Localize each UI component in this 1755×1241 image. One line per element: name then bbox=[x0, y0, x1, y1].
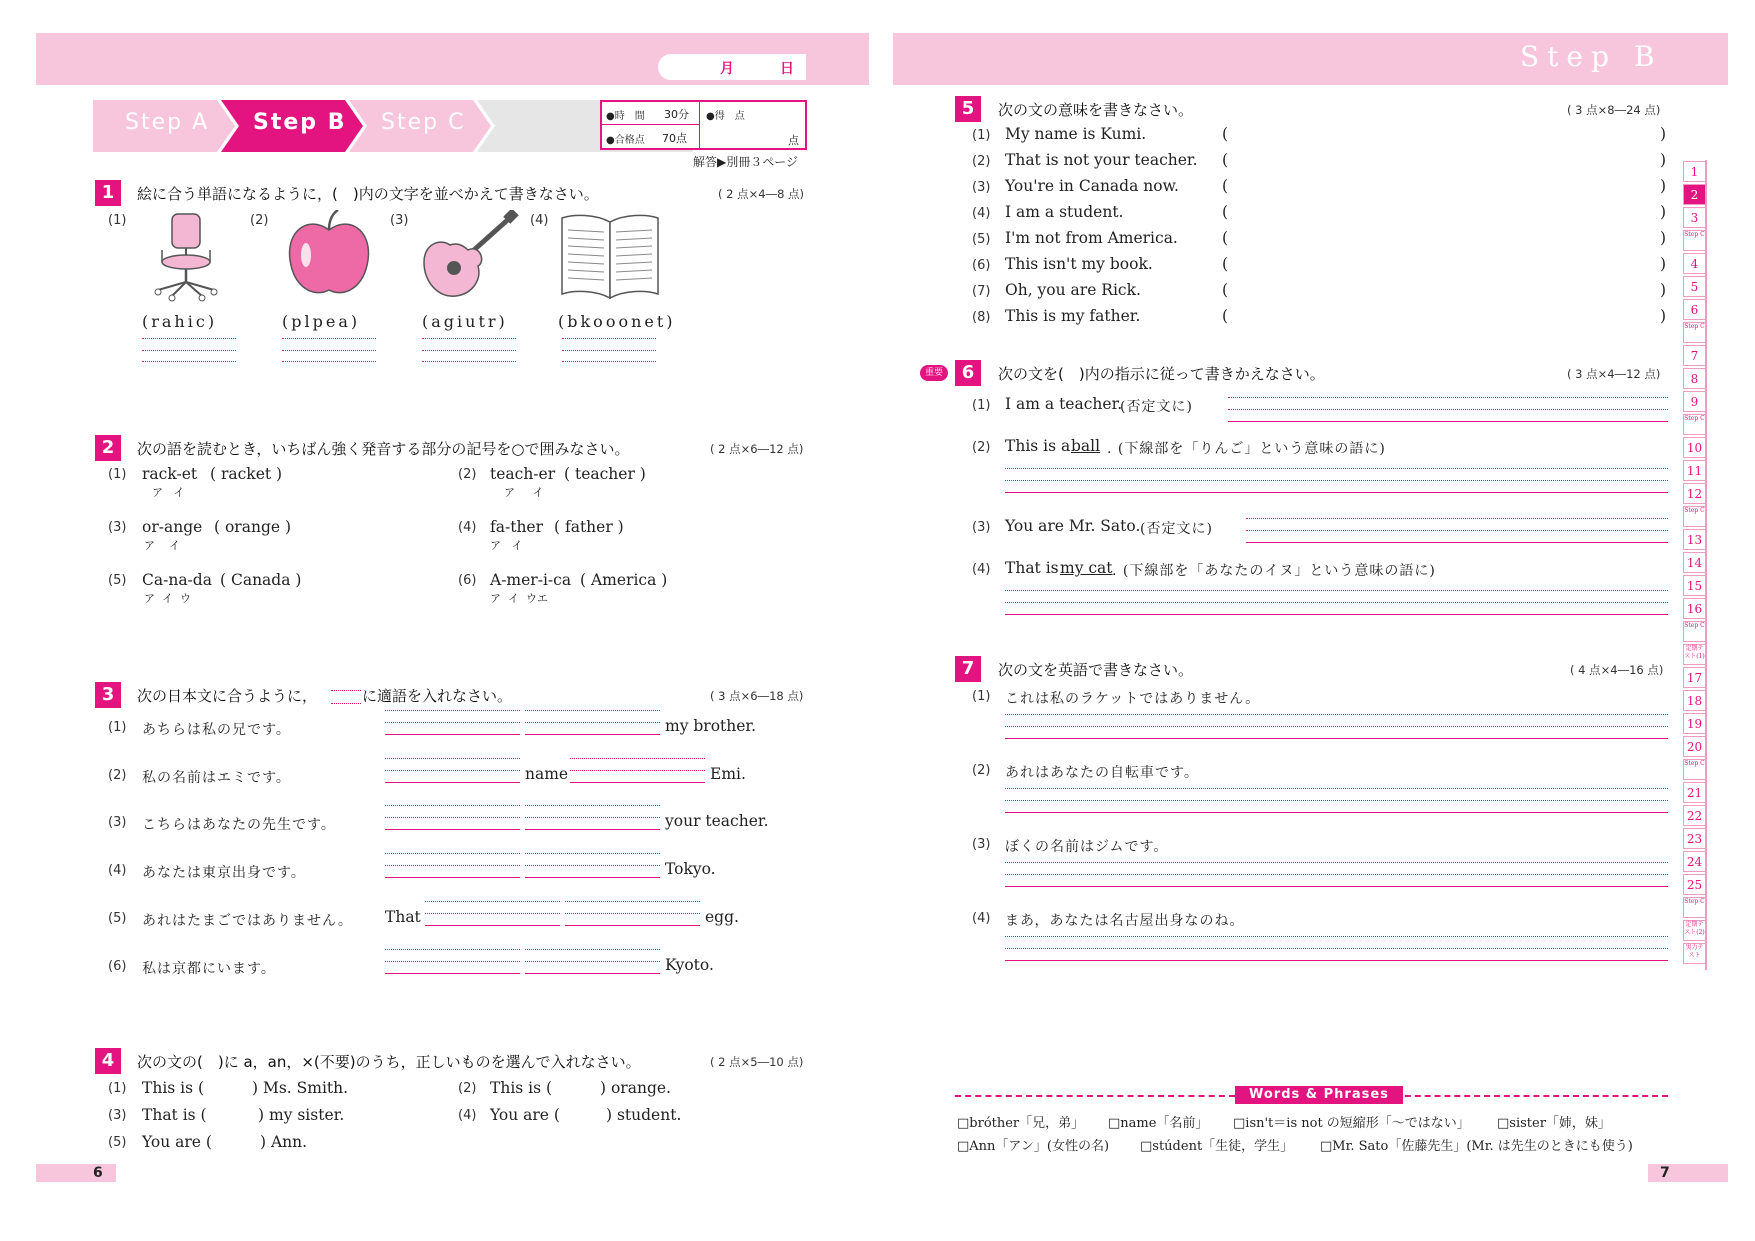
q5-item1-label: (1) bbox=[972, 128, 991, 143]
q3-item2-end: Emi. bbox=[710, 765, 746, 783]
q5-item3-open[interactable]: ( bbox=[1222, 177, 1229, 195]
q1-item2-letters: (plpea) bbox=[282, 312, 361, 331]
q3-item4-end: Tokyo. bbox=[665, 860, 716, 878]
step-a-tab[interactable]: Step A bbox=[125, 110, 210, 135]
sidebar-tab[interactable]: Step C bbox=[1683, 897, 1705, 918]
q5-item4-open[interactable]: ( bbox=[1222, 203, 1229, 221]
q3-item4-blank2[interactable] bbox=[525, 877, 660, 878]
words-divider-right bbox=[1395, 1095, 1668, 1097]
q4-item2-b: ) orange. bbox=[600, 1079, 671, 1097]
q5-item2-label: (2) bbox=[972, 154, 991, 169]
q4-item3-label: (3) bbox=[108, 1108, 127, 1123]
q4-item5-label: (5) bbox=[108, 1135, 127, 1150]
q2-item3-ruby[interactable]: ア イ bbox=[144, 539, 180, 552]
q2-item5-word[interactable]: Ca-na-da bbox=[142, 571, 212, 589]
pass-label: ●合格点 bbox=[606, 135, 645, 146]
q6-item2-text: This is a bbox=[1005, 437, 1071, 455]
q3-item1-end: my brother. bbox=[665, 717, 757, 735]
q1-item2-answer-line[interactable] bbox=[282, 338, 376, 339]
q2-item6-gloss: ( America ) bbox=[580, 571, 668, 589]
q7-item2-text: あれはあなたの自転車です。 bbox=[1005, 765, 1199, 781]
q1-item2-label: (2) bbox=[250, 213, 269, 228]
q3-item4-blank1[interactable] bbox=[385, 877, 520, 878]
q3-item6-label: (6) bbox=[108, 959, 127, 974]
q3-item5-end: egg. bbox=[705, 908, 739, 926]
sidebar-tab[interactable]: 23 bbox=[1683, 828, 1705, 849]
info-box bbox=[600, 100, 807, 150]
time-label: ●時 間 bbox=[606, 111, 645, 122]
sidebar-tab[interactable]: 定期テスト(1) bbox=[1683, 644, 1705, 665]
sidebar-tab[interactable]: 19 bbox=[1683, 713, 1705, 734]
q6-item4-text: That is bbox=[1005, 559, 1059, 577]
q4-item5-b: ) Ann. bbox=[260, 1133, 308, 1151]
q5-item5-open[interactable]: ( bbox=[1222, 229, 1229, 247]
q3-item3-end: your teacher. bbox=[665, 812, 769, 830]
sidebar-tab[interactable]: 6 bbox=[1683, 299, 1705, 320]
q1-item4-label: (4) bbox=[530, 213, 549, 228]
q5-number: 5 bbox=[955, 96, 981, 122]
q1-item4-answer-line[interactable] bbox=[562, 338, 656, 339]
header-step-label: Step B bbox=[1520, 40, 1663, 73]
sidebar-tab[interactable]: 14 bbox=[1683, 552, 1705, 573]
q3-item1-blank2[interactable] bbox=[525, 734, 660, 735]
q2-item3-label: (3) bbox=[108, 520, 127, 535]
word-isnt: □isn't＝is not の短縮形「～ではない」 bbox=[1233, 1116, 1470, 1131]
page-number-right: 7 bbox=[1660, 1165, 1670, 1181]
q2-title: 次の語を読むとき，いちばん強く発音する部分の記号を○で囲みなさい。 bbox=[137, 440, 630, 458]
q1-points: ( 2 点×4―8 点) bbox=[718, 187, 805, 201]
sidebar-tab[interactable]: Step C bbox=[1683, 759, 1705, 780]
q7-item1-answer-line[interactable] bbox=[1005, 738, 1668, 739]
q7-item3-answer-line[interactable] bbox=[1005, 886, 1668, 887]
word-name: □name「名前」 bbox=[1108, 1116, 1209, 1131]
q6-item4-answer-line[interactable] bbox=[1005, 614, 1668, 615]
q5-item2-text: That is not your teacher. bbox=[1005, 151, 1198, 169]
step-b-tab[interactable]: Step B bbox=[253, 110, 347, 135]
q2-item2-gloss: ( teacher ) bbox=[564, 465, 646, 483]
q2-item6-word[interactable]: A-mer-i-ca bbox=[490, 571, 572, 589]
sidebar-tab[interactable]: 13 bbox=[1683, 529, 1705, 550]
sidebar-tab[interactable]: 15 bbox=[1683, 575, 1705, 596]
q2-item3-word[interactable]: or-ange bbox=[142, 518, 203, 536]
q5-item8-open[interactable]: ( bbox=[1222, 307, 1229, 325]
q3-title-end: に適語を入れなさい。 bbox=[362, 687, 513, 705]
q3-item1-label: (1) bbox=[108, 720, 127, 735]
sidebar-tab[interactable]: 5 bbox=[1683, 276, 1705, 297]
q3-item5-blank1[interactable] bbox=[425, 925, 560, 926]
sidebar-border bbox=[1705, 160, 1707, 970]
q6-item3-text: You are Mr. Sato. bbox=[1005, 517, 1141, 535]
q4-item4-label: (4) bbox=[458, 1108, 477, 1123]
q7-item4-answer-line[interactable] bbox=[1005, 960, 1668, 961]
sidebar-tab[interactable]: 16 bbox=[1683, 598, 1705, 619]
q5-item6-close: ) bbox=[1660, 255, 1667, 273]
q2-points: ( 2 点×6―12 点) bbox=[710, 442, 804, 456]
q6-item1-answer-line[interactable] bbox=[1228, 421, 1668, 422]
sidebar-tab[interactable]: 1 bbox=[1683, 161, 1705, 182]
q5-item6-label: (6) bbox=[972, 258, 991, 273]
step-c-tab[interactable]: Step C bbox=[381, 110, 466, 135]
q6-item2-label: (2) bbox=[972, 440, 991, 455]
q3-item3-blank2[interactable] bbox=[525, 829, 660, 830]
q5-item3-close: ) bbox=[1660, 177, 1667, 195]
q4-item4-b: ) student. bbox=[606, 1106, 682, 1124]
sidebar-tab[interactable]: Step C bbox=[1683, 322, 1705, 343]
q5-item4-text: I am a student. bbox=[1005, 203, 1124, 221]
q3-item6-end: Kyoto. bbox=[665, 956, 714, 974]
q5-item3-label: (3) bbox=[972, 180, 991, 195]
word-mr-sato: □Mr. Sato「佐藤先生」(Mr. は先生のときにも使う) bbox=[1320, 1139, 1633, 1154]
sidebar-tab[interactable]: 25 bbox=[1683, 874, 1705, 895]
q2-item1-gloss: ( racket ) bbox=[210, 465, 283, 483]
q6-item3-label: (3) bbox=[972, 520, 991, 535]
words-divider-left bbox=[955, 1095, 1235, 1097]
notebook-icon bbox=[560, 210, 660, 302]
chair-icon bbox=[150, 210, 222, 302]
q3-item6-blank1[interactable] bbox=[385, 973, 520, 974]
q5-item2-close: ) bbox=[1660, 151, 1667, 169]
apple-icon bbox=[284, 210, 374, 300]
q3-item2-blank1[interactable] bbox=[385, 782, 520, 783]
q7-item1-text: これは私のラケットではありません。 bbox=[1005, 691, 1261, 707]
q2-item2-word[interactable]: teach-er bbox=[490, 465, 556, 483]
q5-item4-label: (4) bbox=[972, 206, 991, 221]
q2-item1-word[interactable]: rack-et bbox=[142, 465, 198, 483]
q3-item1-jp: あちらは私の兄です。 bbox=[142, 722, 291, 738]
sidebar-tab[interactable]: Step C bbox=[1683, 506, 1705, 527]
q2-item6-ruby[interactable]: ア イ ウエ bbox=[490, 592, 548, 605]
sidebar-tab[interactable]: 18 bbox=[1683, 690, 1705, 711]
q2-item6-label: (6) bbox=[458, 573, 477, 588]
q4-points: ( 2 点×5―10 点) bbox=[710, 1055, 804, 1069]
q6-item4-note: . (下線部を「あなたのイヌ」という意味の語に) bbox=[1112, 563, 1436, 579]
q3-item2-jp: 私の名前はエミです。 bbox=[142, 770, 291, 786]
q5-item3-text: You're in Canada now. bbox=[1005, 177, 1179, 195]
sidebar-tab[interactable]: 定期テスト(2) bbox=[1683, 920, 1705, 941]
sidebar-tab[interactable]: 24 bbox=[1683, 851, 1705, 872]
page-number-left: 6 bbox=[93, 1165, 103, 1181]
q4-title: 次の文の( )に a，an，×(不要)のうち，正しいものを選んで入れなさい。 bbox=[137, 1053, 641, 1071]
date-day-label: 日 bbox=[780, 61, 794, 77]
q5-item7-open[interactable]: ( bbox=[1222, 281, 1229, 299]
q1-title: 絵に合う単語になるように，( )内の文字を並べかえて書きなさい。 bbox=[137, 185, 599, 203]
sidebar-tab[interactable]: 7 bbox=[1683, 345, 1705, 366]
q4-item4-a: You are ( bbox=[490, 1106, 560, 1124]
q5-item1-text: My name is Kumi. bbox=[1005, 125, 1147, 143]
q5-item7-close: ) bbox=[1660, 281, 1667, 299]
q5-item6-text: This isn't my book. bbox=[1005, 255, 1153, 273]
q3-title-blank-mark bbox=[331, 690, 361, 704]
q5-item2-open[interactable]: ( bbox=[1222, 151, 1229, 169]
q5-item1-close: ) bbox=[1660, 125, 1667, 143]
q7-item1-label: (1) bbox=[972, 689, 991, 704]
q4-item1-a: This is ( bbox=[142, 1079, 205, 1097]
q5-points: ( 3 点×8―24 点) bbox=[1567, 103, 1661, 117]
q4-number: 4 bbox=[95, 1048, 121, 1074]
q2-item5-label: (5) bbox=[108, 573, 127, 588]
word-ann: □Ann「アン」(女性の名) bbox=[957, 1139, 1110, 1154]
q7-title: 次の文を英語で書きなさい。 bbox=[998, 661, 1194, 679]
word-brother: □bróther「兄，弟」 bbox=[957, 1116, 1085, 1131]
q3-item3-blank1[interactable] bbox=[385, 829, 520, 830]
q6-item4-label: (4) bbox=[972, 562, 991, 577]
q3-title: 次の日本文に合うように， bbox=[137, 687, 318, 705]
q3-item5-label: (5) bbox=[108, 911, 127, 926]
word-sister: □sister「姉，妹」 bbox=[1497, 1116, 1611, 1131]
sidebar-tab[interactable]: Step C bbox=[1683, 230, 1705, 251]
sidebar-tab[interactable]: 10 bbox=[1683, 437, 1705, 458]
q1-item1-answer-line[interactable] bbox=[142, 338, 236, 339]
q5-item8-text: This is my father. bbox=[1005, 307, 1141, 325]
q5-item5-label: (5) bbox=[972, 232, 991, 247]
q3-item2-mid: name bbox=[525, 765, 569, 783]
sidebar-tab[interactable]: Step C bbox=[1683, 414, 1705, 435]
q6-item1-label: (1) bbox=[972, 398, 991, 413]
q7-item4-text: まあ，あなたは名古屋出身なのね。 bbox=[1005, 913, 1245, 929]
q3-item5-pre: That bbox=[385, 908, 421, 926]
word-student: □stúdent「生徒，学生」 bbox=[1140, 1139, 1294, 1154]
q2-item1-label: (1) bbox=[108, 467, 127, 482]
sidebar-tab[interactable]: 21 bbox=[1683, 782, 1705, 803]
q3-item5-jp: あれはたまごではありません。 bbox=[142, 913, 353, 929]
sidebar-tab[interactable]: 8 bbox=[1683, 368, 1705, 389]
q2-item5-gloss: ( Canada ) bbox=[220, 571, 302, 589]
sidebar-tab[interactable]: 2 bbox=[1683, 184, 1705, 205]
q5-item4-close: ) bbox=[1660, 203, 1667, 221]
q7-number: 7 bbox=[955, 656, 981, 682]
q6-item4-underlined: my cat bbox=[1060, 559, 1113, 577]
q2-item3-gloss: ( orange ) bbox=[214, 518, 292, 536]
sidebar-tab[interactable]: 4 bbox=[1683, 253, 1705, 274]
sidebar-tab[interactable]: 20 bbox=[1683, 736, 1705, 757]
q6-item3-answer-line[interactable] bbox=[1246, 542, 1668, 543]
q5-item1-open[interactable]: ( bbox=[1222, 125, 1229, 143]
q5-item5-close: ) bbox=[1660, 229, 1667, 247]
q3-item6-jp: 私は京都にいます。 bbox=[142, 961, 276, 977]
left-footer-band bbox=[36, 1164, 116, 1182]
sidebar-tab[interactable]: 3 bbox=[1683, 207, 1705, 228]
q3-item1-blank1[interactable] bbox=[385, 734, 520, 735]
q3-item4-label: (4) bbox=[108, 863, 127, 878]
q5-item7-text: Oh, you are Rick. bbox=[1005, 281, 1141, 299]
q3-item3-jp: こちらはあなたの先生です。 bbox=[142, 817, 336, 833]
q2-item1-ruby[interactable]: ア イ bbox=[152, 486, 185, 499]
sidebar-tab[interactable]: 11 bbox=[1683, 460, 1705, 481]
q5-item7-label: (7) bbox=[972, 284, 991, 299]
q7-item3-text: ぼくの名前はジムです。 bbox=[1005, 839, 1169, 855]
q6-item1-text: I am a teacher. bbox=[1005, 395, 1123, 413]
q1-item3-answer-line[interactable] bbox=[422, 338, 516, 339]
q4-item1-b: ) Ms. Smith. bbox=[252, 1079, 349, 1097]
important-badge: 重要 bbox=[920, 365, 948, 381]
q5-item8-label: (8) bbox=[972, 310, 991, 325]
q2-item5-ruby[interactable]: ア イ ウ bbox=[144, 592, 191, 605]
q6-item1-note: (否定文に) bbox=[1120, 399, 1193, 415]
q6-item2-note: . (下線部を「りんご」という意味の語に) bbox=[1107, 441, 1386, 457]
q5-item5-text: I'm not from America. bbox=[1005, 229, 1178, 247]
q5-title: 次の文の意味を書きなさい。 bbox=[998, 101, 1194, 119]
score-label: ●得 点 bbox=[706, 111, 745, 122]
q5-item6-open[interactable]: ( bbox=[1222, 255, 1229, 273]
q3-item2-blank2[interactable] bbox=[570, 782, 705, 783]
q7-item3-label: (3) bbox=[972, 837, 991, 852]
q3-item6-blank2[interactable] bbox=[525, 973, 660, 974]
score-unit: 点 bbox=[788, 134, 799, 147]
q3-number: 3 bbox=[95, 682, 121, 708]
sidebar-tab[interactable]: 9 bbox=[1683, 391, 1705, 412]
q1-item4-letters: (bkooonet) bbox=[558, 312, 676, 331]
q6-points: ( 3 点×4―12 点) bbox=[1567, 367, 1661, 381]
q2-item4-word[interactable]: fa-ther bbox=[490, 518, 544, 536]
q1-item3-label: (3) bbox=[390, 213, 409, 228]
q2-item2-label: (2) bbox=[458, 467, 477, 482]
q6-item2-underlined: ball bbox=[1071, 437, 1101, 455]
q7-item4-label: (4) bbox=[972, 911, 991, 926]
q3-item3-label: (3) bbox=[108, 815, 127, 830]
sidebar-tab[interactable]: 実力テスト bbox=[1683, 943, 1705, 964]
sidebar-tab[interactable]: 12 bbox=[1683, 483, 1705, 504]
q6-item2-answer-line[interactable] bbox=[1005, 492, 1668, 493]
q1-number: 1 bbox=[95, 180, 121, 206]
q4-item2-label: (2) bbox=[458, 1081, 477, 1096]
q1-item1-label: (1) bbox=[108, 213, 127, 228]
words-title: Words & Phrases bbox=[1235, 1086, 1403, 1104]
guitar-icon bbox=[420, 210, 520, 302]
q4-item2-a: This is ( bbox=[490, 1079, 553, 1097]
q3-item5-blank2[interactable] bbox=[565, 925, 700, 926]
q4-item3-a: That is ( bbox=[142, 1106, 207, 1124]
q1-item1-letters: (rahic) bbox=[142, 312, 218, 331]
q2-item2-ruby[interactable]: ア イ bbox=[504, 486, 544, 499]
sidebar-tab[interactable]: 22 bbox=[1683, 805, 1705, 826]
q2-number: 2 bbox=[95, 435, 121, 461]
q7-item2-answer-line[interactable] bbox=[1005, 812, 1668, 813]
pass-value: 70点 bbox=[662, 132, 687, 145]
answer-reference: 解答▶別冊３ページ bbox=[693, 155, 798, 169]
q5-item8-close: ) bbox=[1660, 307, 1667, 325]
q3-points: ( 3 点×6―18 点) bbox=[710, 689, 804, 703]
q1-item3-letters: (agiutr) bbox=[422, 312, 508, 331]
q2-item4-label: (4) bbox=[458, 520, 477, 535]
q7-item2-label: (2) bbox=[972, 763, 991, 778]
q6-title: 次の文を( )内の指示に従って書きかえなさい。 bbox=[998, 365, 1325, 383]
time-value: 30分 bbox=[664, 108, 689, 121]
q3-item2-label: (2) bbox=[108, 768, 127, 783]
q3-item4-jp: あなたは東京出身です。 bbox=[142, 865, 306, 881]
q6-item3-note: (否定文に) bbox=[1140, 521, 1213, 537]
q4-item5-a: You are ( bbox=[142, 1133, 212, 1151]
q2-item4-ruby[interactable]: ア イ bbox=[490, 539, 523, 552]
q2-item4-gloss: ( father ) bbox=[554, 518, 624, 536]
date-month-label: 月 bbox=[720, 61, 734, 77]
q4-item3-b: ) my sister. bbox=[258, 1106, 345, 1124]
sidebar-tab[interactable]: 17 bbox=[1683, 667, 1705, 688]
q6-number: 6 bbox=[955, 360, 981, 386]
sidebar-tab[interactable]: Step C bbox=[1683, 621, 1705, 642]
q7-points: ( 4 点×4―16 点) bbox=[1570, 663, 1664, 677]
q4-item1-label: (1) bbox=[108, 1081, 127, 1096]
